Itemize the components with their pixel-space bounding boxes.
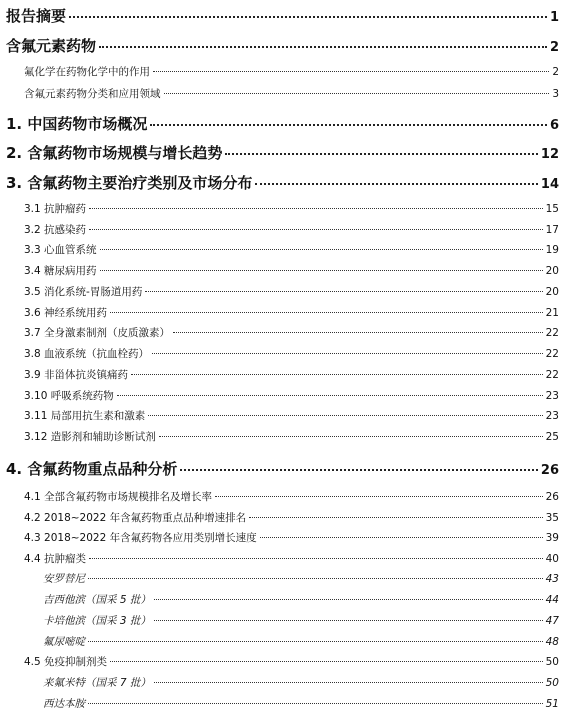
dot-leader	[153, 71, 549, 72]
toc-entry-page-number: 1	[549, 10, 559, 25]
dot-leader	[159, 436, 543, 437]
toc-entry-title: 3.10 呼吸系统药物	[24, 390, 114, 402]
toc-entry-page-number: 3	[552, 88, 559, 100]
toc-entry[interactable]	[24, 325, 559, 340]
dot-leader	[89, 229, 543, 230]
toc-entry[interactable]	[24, 388, 559, 403]
dot-leader	[69, 16, 547, 18]
dot-leader	[145, 291, 542, 292]
dot-leader	[154, 682, 543, 683]
toc-entry-page-number: 44	[545, 594, 559, 606]
toc-entry[interactable]	[24, 284, 559, 299]
toc-entry-title: 西达本胺	[43, 698, 85, 710]
toc-entry-page-number: 19	[545, 244, 559, 256]
toc-entry-title: 3.7 全身激素制剂（皮质激素）	[24, 327, 171, 339]
toc-entry-page-number: 22	[545, 369, 559, 381]
toc-entry-page-number: 35	[545, 512, 559, 524]
toc-entry-title: 4. 含氟药物重点品种分析	[6, 460, 178, 478]
toc-entry-page-number: 50	[545, 656, 559, 668]
dot-leader	[131, 374, 543, 375]
dot-leader	[173, 332, 543, 333]
dot-leader	[148, 415, 542, 416]
toc-entry-title: 3.6 神经系统用药	[24, 307, 108, 319]
dot-leader	[255, 183, 538, 185]
toc-entry[interactable]	[43, 571, 559, 586]
dot-leader	[249, 517, 543, 518]
toc-entry-page-number: 22	[545, 348, 559, 360]
toc-entry[interactable]	[6, 5, 559, 26]
toc-entry-title: 3.1 抗肿瘤药	[24, 203, 87, 215]
toc-entry-title: 3.8 血液系统（抗血栓药）	[24, 348, 150, 360]
toc-entry-title: 1. 中国药物市场概况	[6, 115, 148, 133]
dot-leader	[110, 312, 543, 313]
toc-entry-page-number: 51	[545, 698, 559, 710]
dot-leader	[99, 46, 547, 48]
dot-leader	[89, 558, 543, 559]
toc-entry-title: 4.3 2018~2022 年含氟药物各应用类别增长速度	[24, 532, 257, 544]
toc-entry[interactable]	[43, 613, 559, 628]
dot-leader	[225, 153, 538, 155]
toc-entry[interactable]	[6, 142, 559, 163]
toc-entry-page-number: 6	[549, 118, 559, 133]
toc-entry[interactable]	[24, 222, 559, 237]
toc-entry-title: 3. 含氟药物主要治疗类别及市场分布	[6, 174, 253, 192]
toc-entry-title: 4.5 免疫抑制剂类	[24, 656, 108, 668]
toc-entry[interactable]	[24, 346, 559, 361]
toc-entry-title: 3.4 糖尿病用药	[24, 265, 97, 277]
toc-entry-page-number: 2	[549, 40, 559, 55]
toc-entry[interactable]	[43, 675, 559, 690]
toc-entry-title: 3.12 造影剂和辅助诊断试剂	[24, 431, 156, 443]
toc-entry-title: 3.11 局部用抗生素和激素	[24, 410, 146, 422]
dot-leader	[150, 124, 547, 126]
toc-entry[interactable]	[24, 367, 559, 382]
dot-leader	[88, 703, 543, 704]
toc-entry[interactable]	[6, 113, 559, 134]
dot-leader	[260, 537, 543, 538]
toc-entry-page-number: 20	[545, 286, 559, 298]
toc-entry-page-number: 39	[545, 532, 559, 544]
dot-leader	[180, 469, 538, 471]
toc-entry-title: 氟尿嘧啶	[43, 636, 85, 648]
dot-leader	[154, 620, 543, 621]
toc-entry-title: 来氟米特（国采 7 批）	[43, 677, 151, 689]
toc-entry-page-number: 23	[545, 390, 559, 402]
toc-entry[interactable]	[24, 654, 559, 669]
toc-entry-page-number: 21	[545, 307, 559, 319]
toc-entry-page-number: 22	[545, 327, 559, 339]
toc-entry-page-number: 25	[545, 431, 559, 443]
toc-entry[interactable]	[24, 530, 559, 545]
toc-entry-title: 3.2 抗感染药	[24, 224, 87, 236]
toc-entry-page-number: 48	[545, 636, 559, 648]
toc-entry-page-number: 2	[552, 66, 559, 78]
toc-entry-page-number: 20	[545, 265, 559, 277]
toc-entry-title: 3.5 消化系统-胃肠道用药	[24, 286, 143, 298]
toc-entry[interactable]	[6, 35, 559, 56]
toc-entry-title: 4.4 抗肿瘤类	[24, 553, 87, 565]
toc-entry[interactable]	[24, 242, 559, 257]
dot-leader	[110, 661, 543, 662]
dot-leader	[100, 249, 543, 250]
dot-leader	[215, 496, 543, 497]
toc-entry[interactable]	[24, 201, 559, 216]
toc-entry[interactable]	[24, 86, 559, 101]
toc-entry-title: 4.2 2018~2022 年含氟药物重点品种增速排名	[24, 512, 247, 524]
toc-entry[interactable]	[6, 172, 559, 193]
toc-entry[interactable]	[24, 408, 559, 423]
dot-leader	[152, 353, 543, 354]
dot-leader	[88, 641, 543, 642]
toc-entry[interactable]	[24, 305, 559, 320]
toc-entry-page-number: 40	[545, 553, 559, 565]
toc-entry-page-number: 23	[545, 410, 559, 422]
toc-entry-page-number: 26	[545, 491, 559, 503]
toc-entry[interactable]	[24, 551, 559, 566]
toc-entry-title: 报告摘要	[6, 7, 67, 25]
toc-entry-title: 吉西他滨（国采 5 批）	[43, 594, 151, 606]
toc-entry-page-number: 47	[545, 615, 559, 627]
toc-entry-title: 4.1 全部含氟药物市场规模排名及增长率	[24, 491, 213, 503]
dot-leader	[88, 578, 543, 579]
toc-entry-page-number: 14	[540, 177, 559, 192]
toc-entry-title: 卡培他滨（国采 3 批）	[43, 615, 151, 627]
toc-entry-page-number: 43	[545, 573, 559, 585]
toc-entry-page-number: 12	[540, 147, 559, 162]
dot-leader	[100, 270, 543, 271]
toc-entry-page-number: 50	[545, 677, 559, 689]
dot-leader	[164, 93, 550, 94]
toc-entry[interactable]	[24, 510, 559, 525]
toc-entry-title: 含氟元素药物分类和应用领域	[24, 88, 161, 100]
toc-entry-title: 安罗替尼	[43, 573, 85, 585]
toc-entry-title: 氟化学在药物化学中的作用	[24, 66, 150, 78]
toc-entry-page-number: 17	[545, 224, 559, 236]
toc-entry[interactable]	[24, 263, 559, 278]
toc-entry-title: 含氟元素药物	[6, 37, 97, 55]
toc-entry-page-number: 15	[545, 203, 559, 215]
toc-entry[interactable]	[24, 429, 559, 444]
dot-leader	[89, 208, 543, 209]
toc-entry-title: 3.3 心血管系统	[24, 244, 97, 256]
toc-entry[interactable]	[6, 458, 559, 479]
toc-entry-title: 2. 含氟药物市场规模与增长趋势	[6, 144, 223, 162]
toc-entry-title: 3.9 非甾体抗炎镇痛药	[24, 369, 129, 381]
toc-entry[interactable]	[24, 64, 559, 79]
dot-leader	[154, 599, 543, 600]
dot-leader	[117, 395, 543, 396]
toc-entry[interactable]	[24, 489, 559, 504]
toc-entry[interactable]	[43, 592, 559, 607]
toc-entry[interactable]	[43, 634, 559, 649]
toc-entry-page-number: 26	[540, 463, 559, 478]
toc-entry[interactable]	[43, 696, 559, 711]
